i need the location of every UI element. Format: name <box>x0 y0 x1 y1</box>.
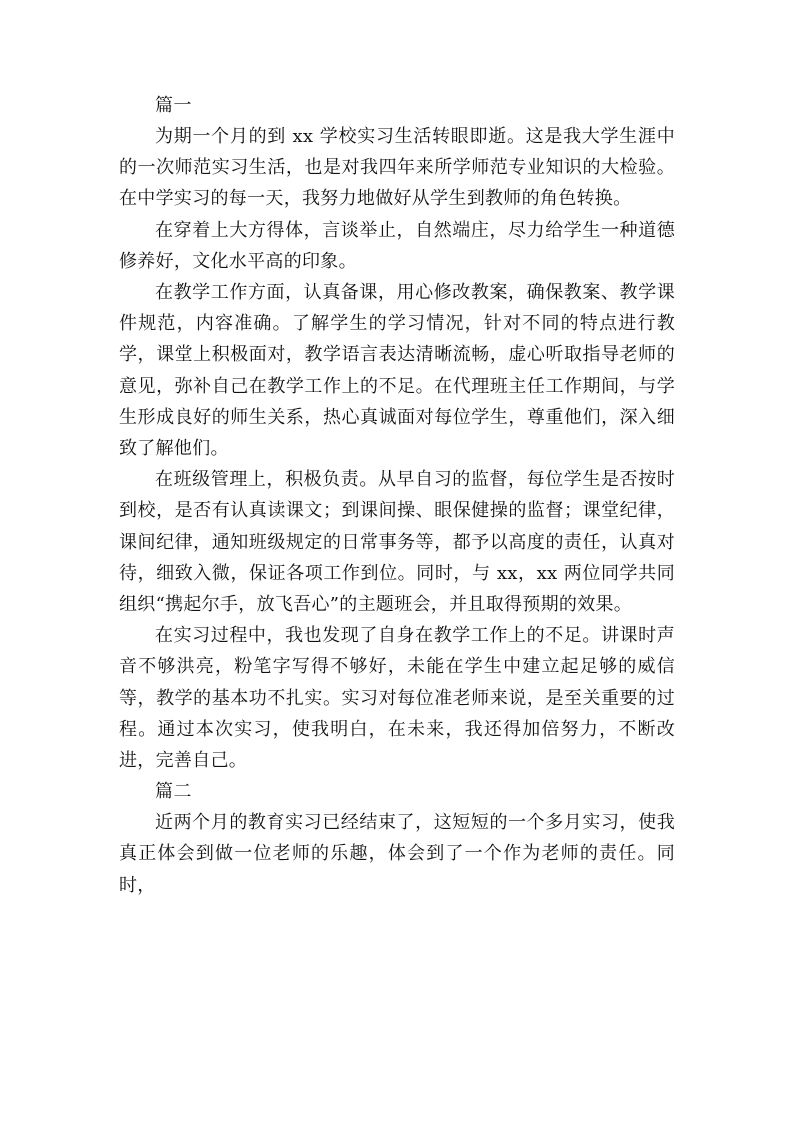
paragraph: 在实习过程中，我也发现了自身在教学工作上的不足。讲课时声音不够洪亮，粉笔字写得不够好，未能在学生中建立起足够的威信等，教学的基本功不扎实。实习对每位准老师来说，是至关重要的过程。通过本次实习，使我明白，在未来，我还得加倍努力，不断改进，完善自己。 <box>119 625 675 772</box>
section-2 <box>119 776 675 901</box>
paragraph: 近两个月的教育实习已经结束了，这短短的一个多月实习，使我真正体会到做一位老师的乐趣，体会到了一个作为老师的责任。同时， <box>119 812 675 896</box>
paragraph: 在教学工作方面，认真备课，用心修改教案，确保教案、教学课件规范，内容准确。了解学生的学习情况，针对不同的特点进行教学，课堂上积极面对，教学语言表达清晰流畅，虚心听取指导老师的意见，弥补自己在教学工作上的不足。在代理班主任工作期间，与学生形成良好的师生关系，热心真诚面对每位学生，尊重他们，深入细致了解他们。 <box>119 282 675 460</box>
paragraph: 为期一个月的到 xx 学校实习生活转眼即逝。这是我大学生涯中的一次师范实习生活，也是对我四年来所学师范专业知识的大检验。在中学实习的每一天，我努力地做好从学生到教师的角色转换。 <box>119 126 675 210</box>
paragraph: 在班级管理上，积极负责。从早自习的监督，每位学生是否按时到校，是否有认真读课文；到课间操、眼保健操的监督；课堂纪律，课间纪律，通知班级规定的日常事务等，都予以高度的责任，认真对待，细致入微，保证各项工作到位。同时，与 xx，xx 两位同学共同组织“携起尔手，放飞吾心”的主题班会，并且取得预期的效果。 <box>119 469 675 616</box>
section-heading: 篇一 <box>155 95 192 116</box>
document-page <box>119 90 675 901</box>
paragraph: 在穿着上大方得体，言谈举止，自然端庄，尽力给学生一种道德修养好，文化水平高的印象。 <box>119 219 675 272</box>
section-1 <box>119 90 675 776</box>
section-heading: 篇二 <box>155 781 192 803</box>
